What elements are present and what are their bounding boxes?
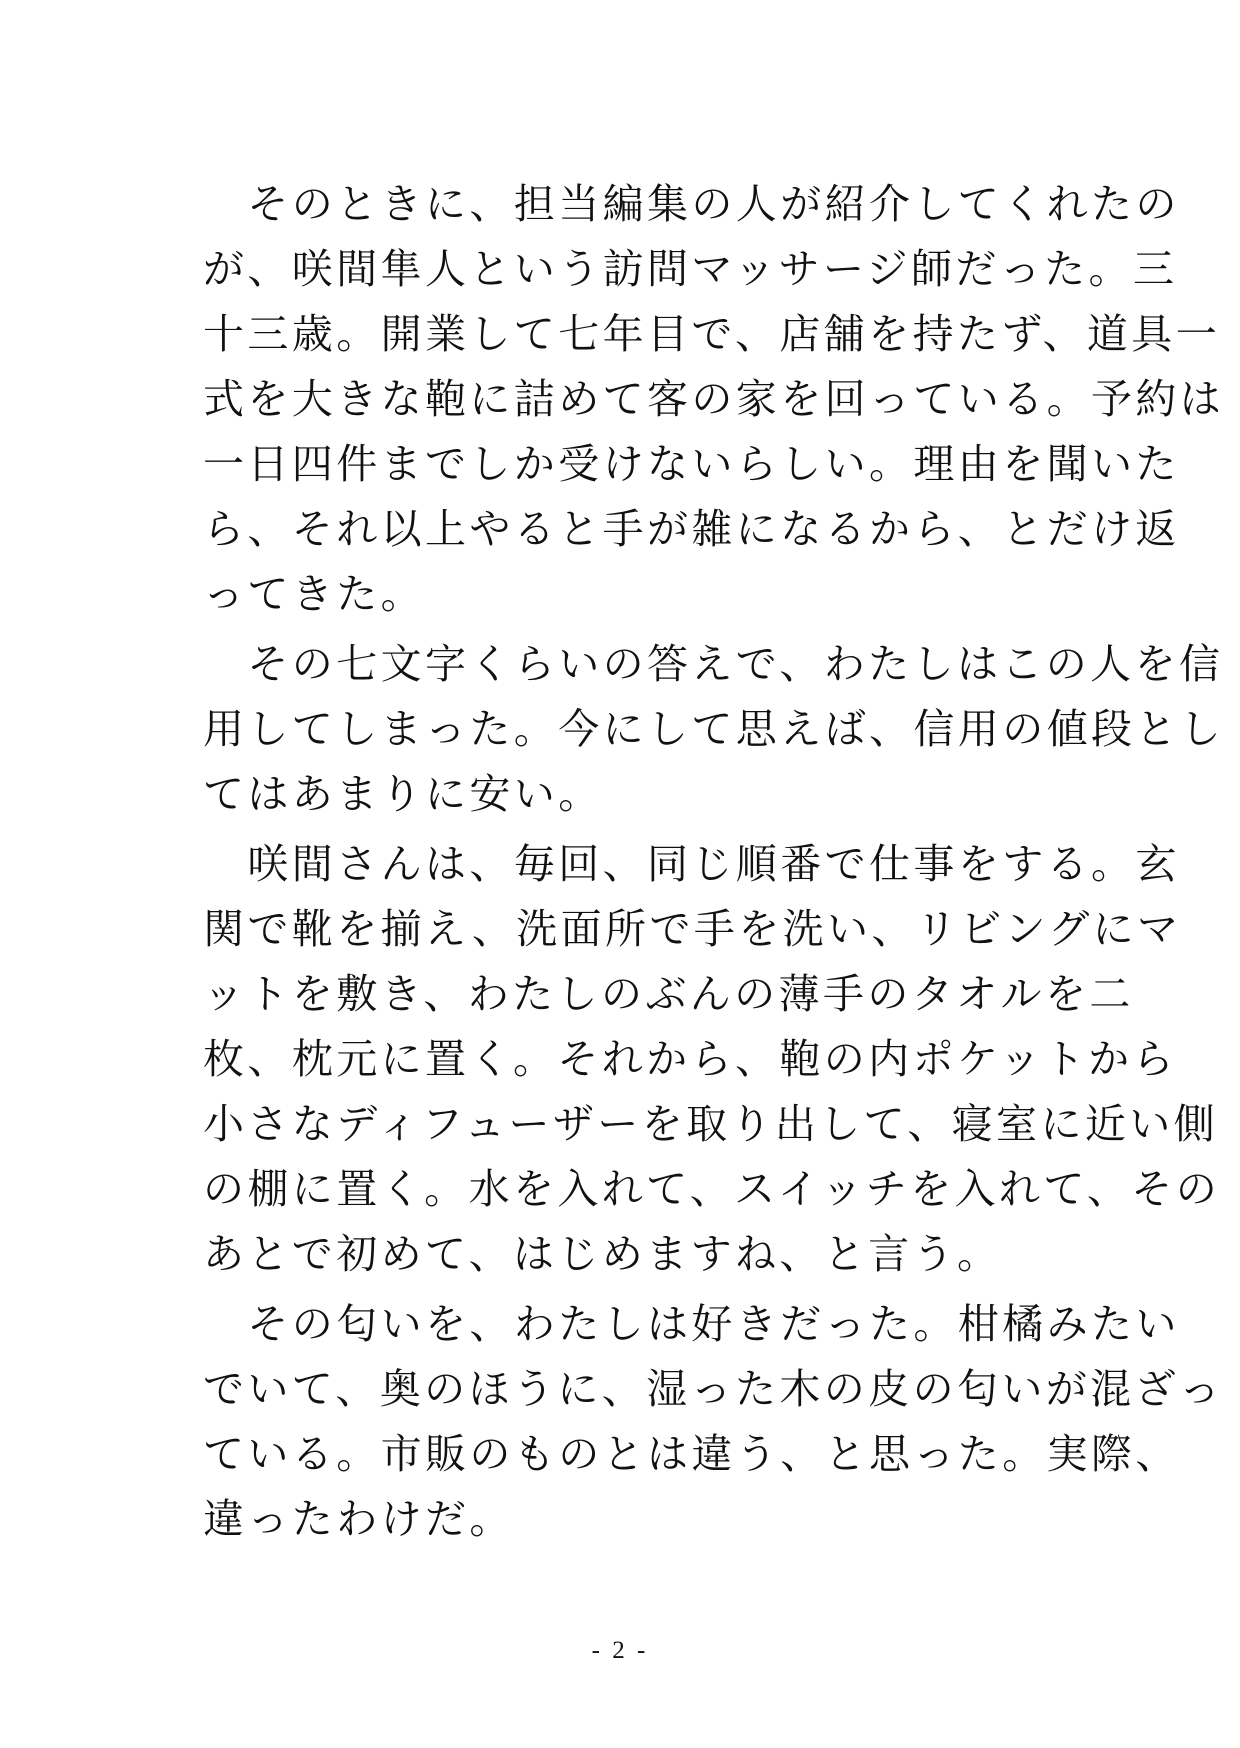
paragraph-2 [203, 632, 1225, 827]
page-number: - 2 - [591, 1637, 649, 1664]
text-line: 違ったわけだ。 [203, 1495, 514, 1543]
text-line: ってきた。 [203, 570, 425, 618]
text-line: 枚、枕元に置く。それから、鞄の内ポケットから [203, 1035, 1177, 1083]
text-line: 小さなディフューザーを取り出して、寝室に近い側 [203, 1100, 1219, 1148]
paragraph-3 [203, 832, 1221, 1287]
text-line: 咲間さんは、毎回、同じ順番で仕事をする。玄 [203, 840, 1180, 888]
text-line: 関で靴を揃え、洗面所で手を洗い、リビングにマ [203, 905, 1182, 953]
text-line: の棚に置く。水を入れて、スイッチを入れて、その [203, 1165, 1221, 1213]
text-line: その七文字くらいの答えで、わたしはこの人を信 [203, 640, 1224, 688]
paragraph-4 [203, 1292, 1224, 1552]
text-line: そのときに、担当編集の人が紹介してくれたの [203, 180, 1180, 228]
text-line: 十三歳。開業して七年目で、店舗を持たず、道具一 [203, 310, 1221, 358]
text-line: ている。市販のものとは違う、と思った。実際、 [203, 1430, 1180, 1478]
paragraph-1 [203, 172, 1225, 627]
text-line: ットを敷き、わたしのぶんの薄手のタオルを二 [203, 970, 1134, 1018]
text-line: あとで初めて、はじめますね、と言う。 [203, 1230, 1002, 1278]
text-line: 式を大きな鞄に詰めて客の家を回っている。予約は [203, 375, 1225, 423]
text-line: 用してしまった。今にして思えば、信用の値段とし [203, 705, 1225, 753]
text-line: てはあまりに安い。 [203, 770, 603, 818]
text-line: でいて、奥のほうに、湿った木の皮の匂いが混ざっ [203, 1365, 1224, 1413]
body-text [203, 172, 1225, 1557]
text-line: が、咲間隼人という訪問マッサージ師だった。三 [203, 245, 1178, 293]
text-line: その匂いを、わたしは好きだった。柑橘みたい [203, 1300, 1180, 1348]
text-line: 一日四件までしか受けないらしい。理由を聞いた [203, 440, 1180, 488]
text-line: ら、それ以上やると手が雑になるから、とだけ返 [203, 505, 1180, 553]
